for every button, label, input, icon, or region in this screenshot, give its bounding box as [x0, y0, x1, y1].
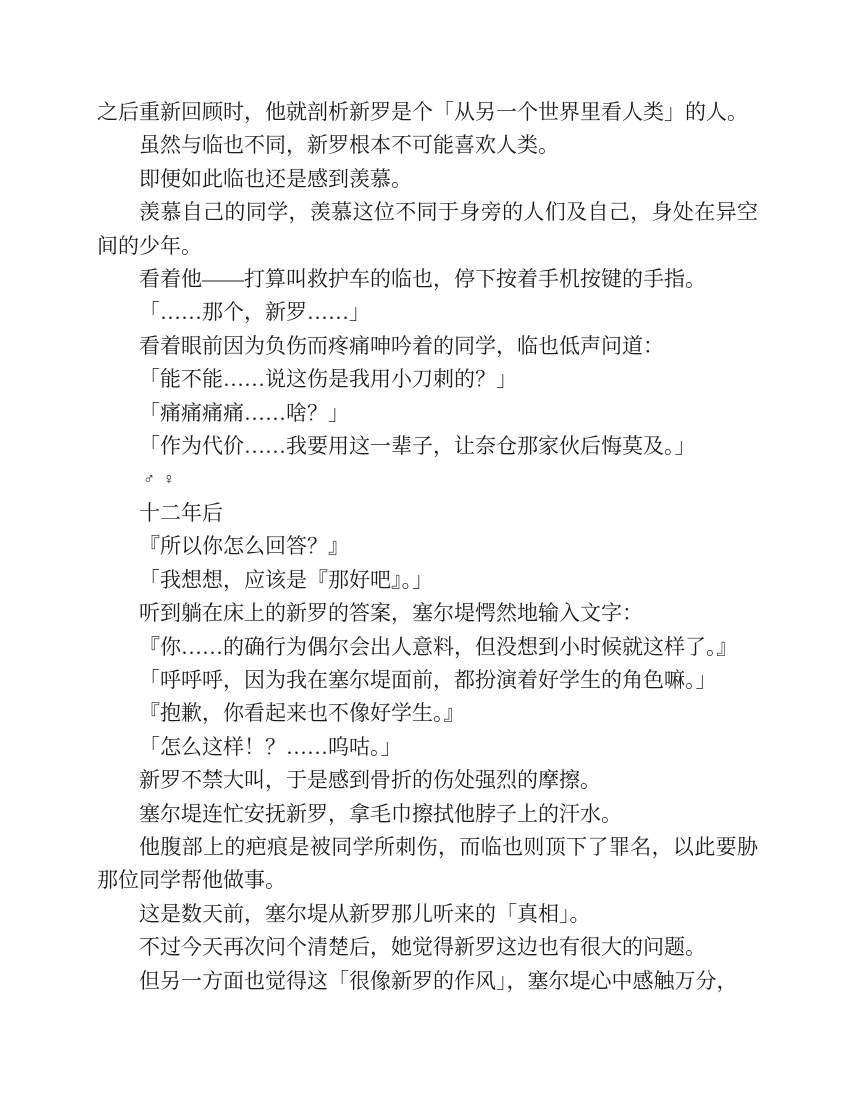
dialogue-line: 「我想想，应该是『那好吧』。」 — [139, 567, 433, 592]
paragraph: 他腹部上的疤痕是被同学所刺伤，而临也则顶下了罪名，以此要胁那位同学帮他做事。 — [97, 834, 758, 893]
paragraph: 新罗不禁大叫，于是感到骨折的伤处强烈的摩擦。 — [139, 768, 601, 793]
paragraph: 十二年后 — [139, 500, 223, 525]
dialogue-line: 「怎么这样！？……呜咕。」 — [139, 734, 402, 759]
paragraph: 看着眼前因为负伤而疼痛呻吟着的同学，临也低声问道： — [139, 333, 664, 358]
paragraph: 塞尔堤连忙安抚新罗，拿毛巾擦拭他脖子上的汗水。 — [139, 801, 622, 826]
dialogue-line: 『所以你怎么回答？』 — [139, 534, 349, 559]
paragraph: 看着他——打算叫救护车的临也，停下按着手机按键的手指。 — [139, 267, 706, 292]
paragraph: 这是数天前，塞尔堤从新罗那儿听来的「真相」。 — [139, 901, 591, 926]
dialogue-line: 「能不能……说这伤是我用小刀刺的？」 — [139, 367, 517, 392]
dialogue-line: 『你……的确行为偶尔会出人意料，但没想到小时候就这样了。』 — [139, 634, 738, 659]
dialogue-line: 「呼呼呼，因为我在塞尔堤面前，都扮演着好学生的角色嘛。」 — [139, 667, 717, 692]
paragraph: 虽然与临也不同，新罗根本不可能喜欢人类。 — [139, 133, 559, 158]
paragraph: 即便如此临也还是感到羡慕。 — [139, 166, 412, 191]
paragraph: 羡慕自己的同学，羡慕这位不同于身旁的人们及自己，身处在异空间的少年。 — [97, 200, 758, 258]
dialogue-line: 『抱歉，你看起来也不像好学生。』 — [139, 701, 465, 726]
dialogue-line: 「作为代价……我要用这一辈子，让奈仓那家伙后悔莫及。」 — [139, 434, 696, 459]
dialogue-line: 「……那个，新罗……」 — [139, 300, 370, 325]
dialogue-line: 「痛痛痛痛……啥？」 — [139, 400, 349, 425]
paragraph: 之后重新回顾时，他就剖析新罗是个「从另一个世界里看人类」的人。 — [97, 100, 748, 124]
text-content — [97, 96, 758, 998]
scene-divider: ♂ ♀ — [143, 471, 177, 489]
paragraph: 听到躺在床上的新罗的答案，塞尔堤愕然地输入文字： — [139, 601, 643, 626]
paragraph: 不过今天再次问个清楚后，她觉得新罗这边也有很大的问题。 — [139, 935, 706, 960]
paragraph: 但另一方面也觉得这「很像新罗的作风」，塞尔堤心中感触万分， — [139, 968, 738, 993]
